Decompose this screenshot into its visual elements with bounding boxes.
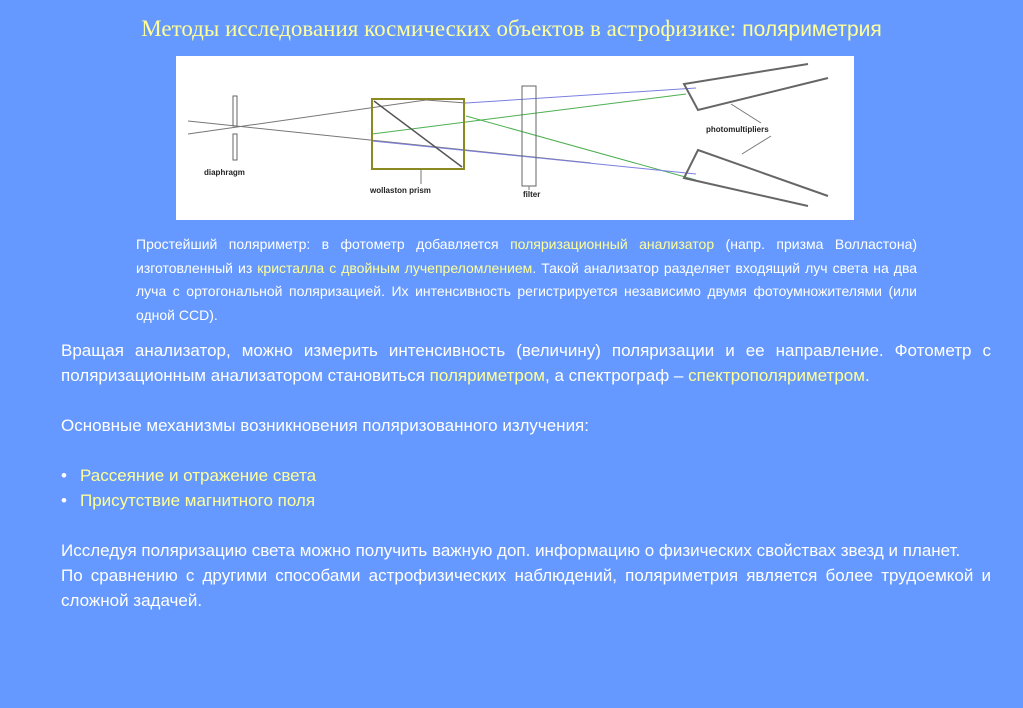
caption-text-2: (напр. призма Волластона) изготовленный из: [136, 236, 918, 276]
main-text: [61, 338, 991, 613]
polarimeter-diagram-svg: [176, 56, 854, 220]
list-item: [61, 488, 991, 513]
highlight-polarimeter: поляриметром: [429, 366, 545, 385]
filter: [522, 86, 536, 186]
slide-title-highlight: поляриметрия: [742, 18, 882, 41]
slide-title-prefix: Методы исследования космических объектов в астрофизике:: [141, 16, 737, 41]
diagram-caption: [136, 233, 917, 327]
label-pointer-upper: [731, 104, 761, 123]
photomultiplier-lower: [684, 150, 828, 206]
paragraph-comparison: По сравнению с другими способами астрофизических наблюдений, поляриметрия является более трудоемкой и сложной задачей.: [61, 566, 991, 610]
photomultiplier-upper: [684, 64, 828, 110]
label-wollaston-prism: wollaston prism: [370, 186, 431, 195]
label-diaphragm: diaphragm: [204, 168, 245, 177]
label-pointer-lower: [742, 136, 771, 154]
bullet-magnetic-field: Присутствие магнитного поля: [80, 491, 316, 510]
caption-text-3: . Такой анализатор разделяет входящий луч света на два луча с ортогональной поляризацией. Их интенсивность регистрируется независимо двумя фотоумножителями (или одной CCD).: [136, 259, 918, 323]
slide-title: [0, 16, 1023, 42]
incoming-ray-bottom: [188, 100, 426, 134]
list-item: [61, 463, 991, 488]
paragraph-rotation-text-2: , а спектрограф –: [545, 366, 684, 385]
paragraph-mechanisms: Основные механизмы возникновения поляризованного излучения:: [61, 416, 589, 435]
ray-extraordinary-upper: [466, 88, 696, 103]
highlight-spectropolarimeter: спектрополяриметром: [688, 366, 865, 385]
paragraph-rotation-text-3: .: [864, 366, 870, 385]
bullet-scattering: Рассеяние и отражение света: [80, 466, 317, 485]
incoming-ray-bottom-cont: [426, 100, 466, 103]
paragraph-rotation: [61, 338, 991, 388]
label-filter: filter: [523, 190, 541, 199]
diaphragm-lower: [233, 134, 237, 160]
diaphragm-upper: [233, 96, 237, 126]
label-photomultipliers: photomultipliers: [706, 125, 769, 134]
paragraph-rotation-text-1: Вращая анализатор, можно измерить интенсивность (величину) поляризации и ее направление. Фотометр с поляризационным анализатором становиться: [61, 341, 991, 385]
caption-highlight-crystal: кристалла с двойным лучепреломлением: [257, 259, 533, 276]
bullet-marker: •: [61, 466, 67, 485]
polarimeter-diagram: [176, 56, 854, 220]
wollaston-prism-diagonal: [374, 101, 462, 167]
paragraph-information: Исследуя поляризацию света можно получить важную доп. информацию о физических свойствах звезд и планет.: [61, 541, 961, 560]
bullet-marker: •: [61, 491, 67, 510]
caption-highlight-analyzer: поляризационный анализатор: [510, 236, 715, 252]
caption-text-1: Простейший поляриметр: в фотометр добавляется: [136, 236, 499, 252]
